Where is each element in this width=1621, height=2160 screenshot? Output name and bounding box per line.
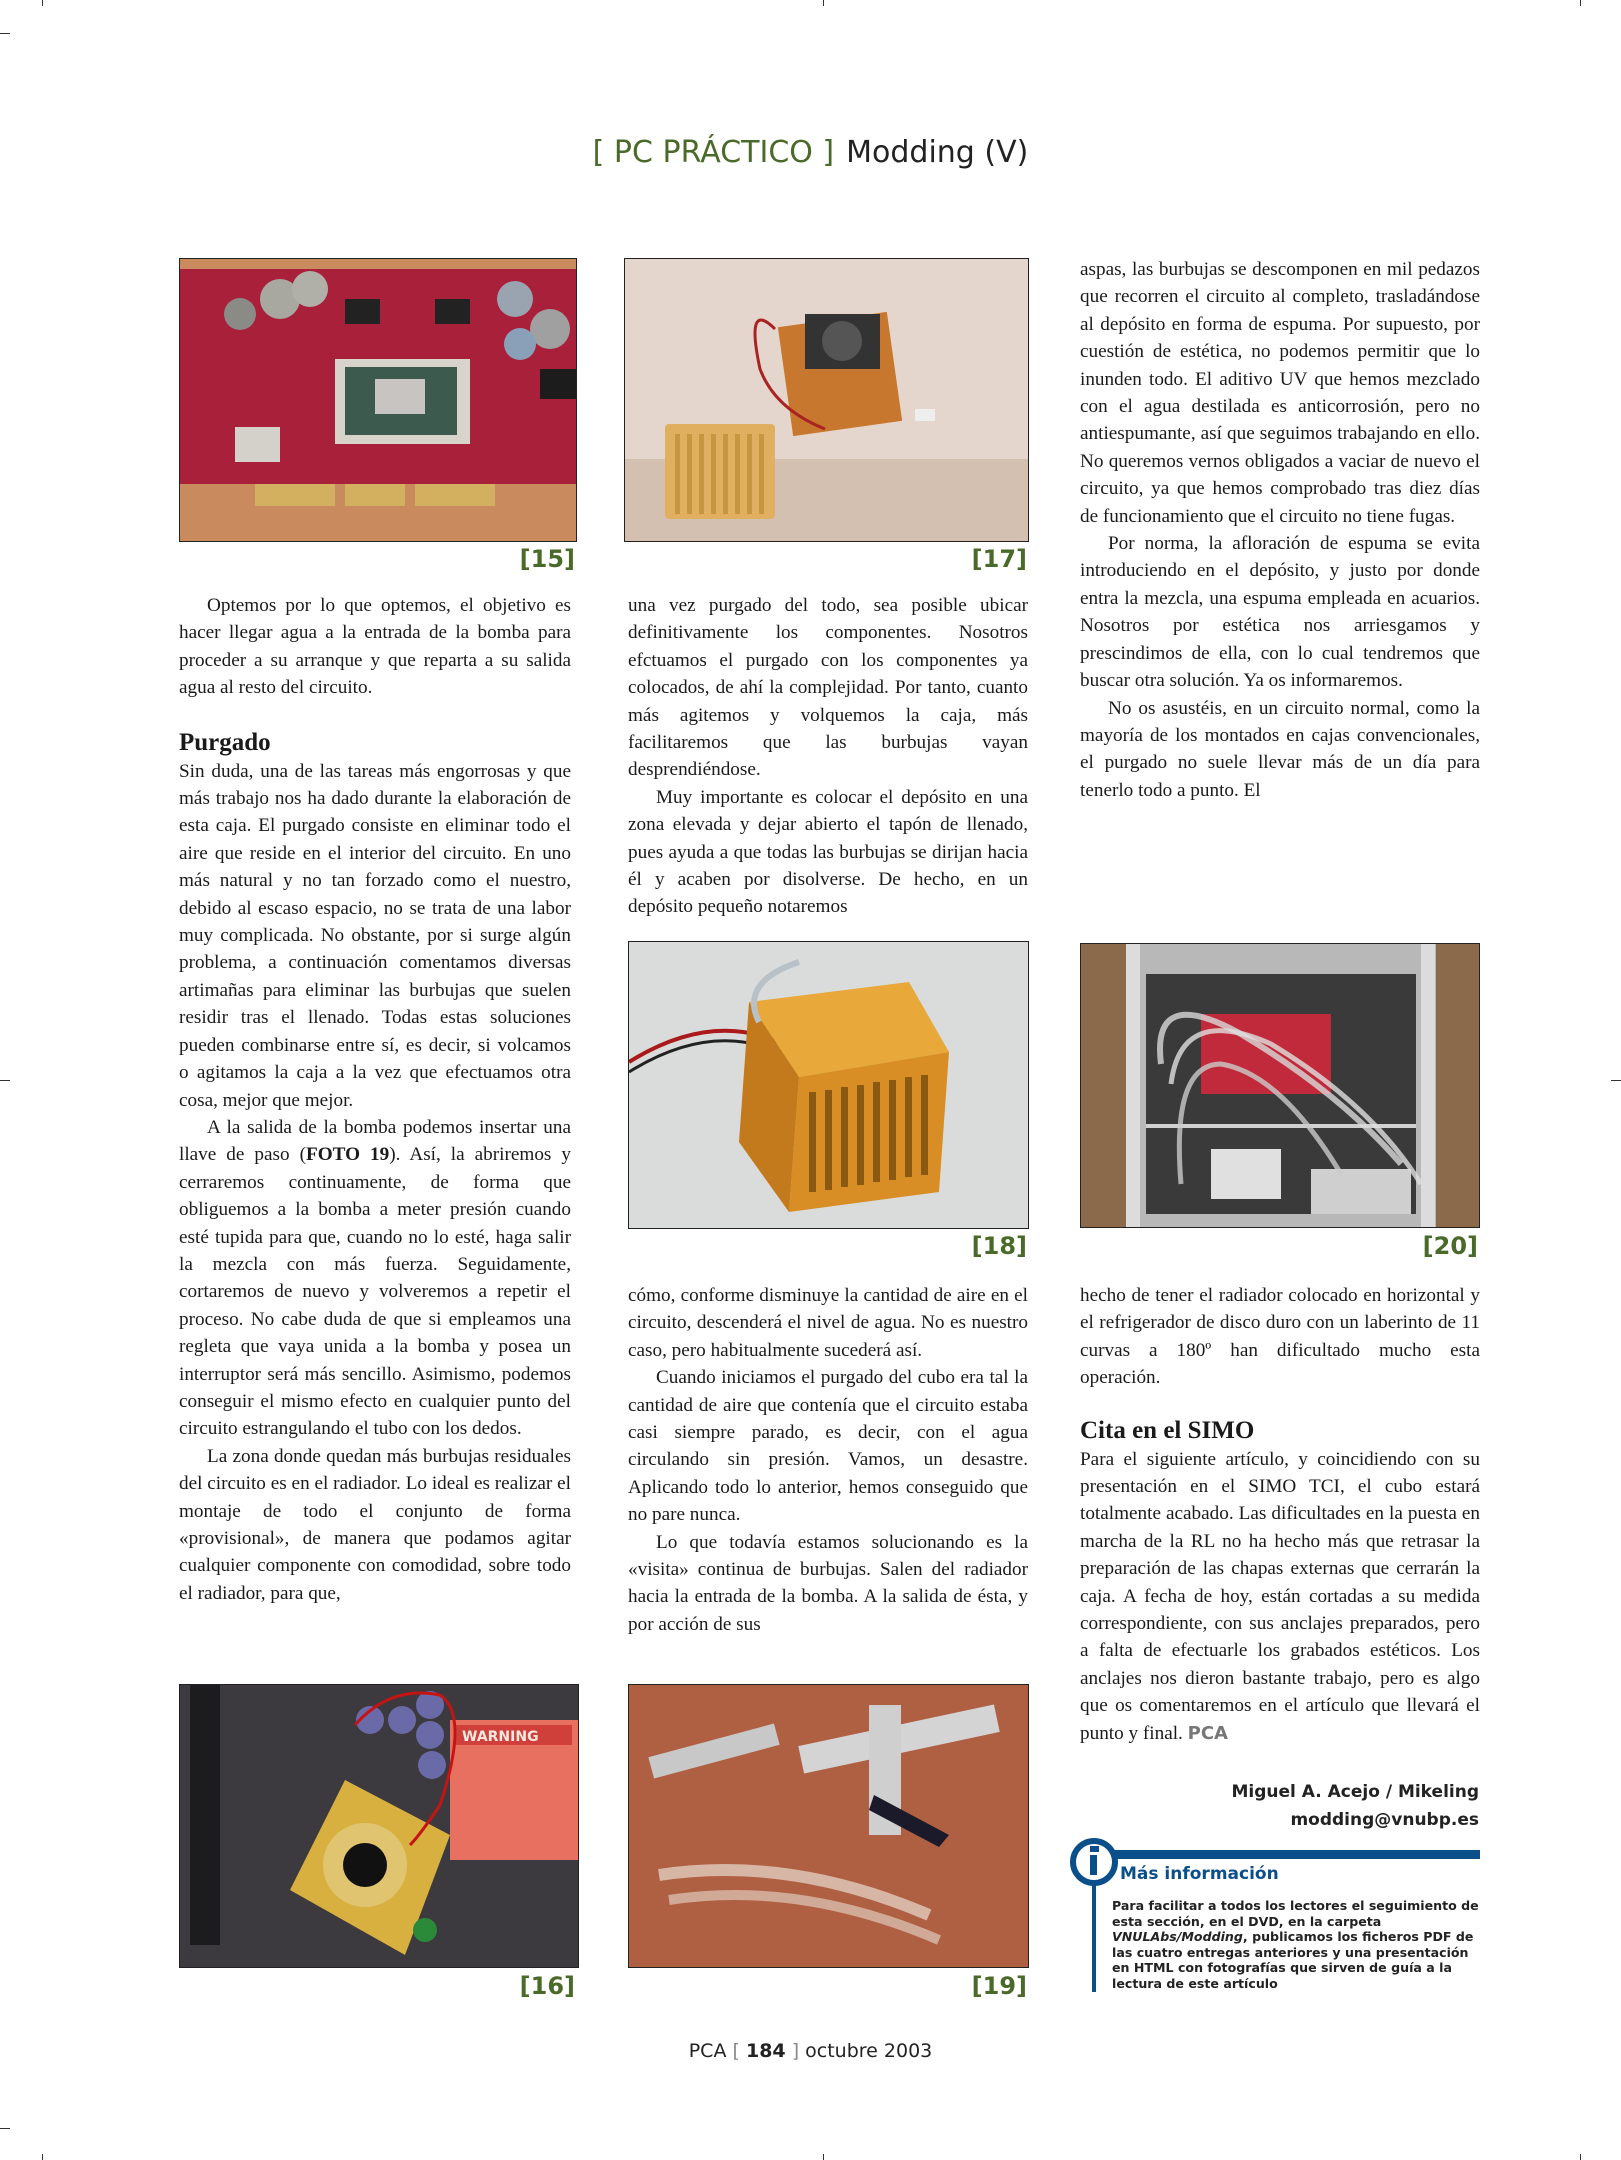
crop-mark (42, 2154, 43, 2160)
crop-mark (823, 0, 824, 6)
info-box-text: Para facilitar a todos los lectores el seguimiento de esta sección, en el DVD, en la carpeta VNULAbs/Modding, publicamos los ficheros PDF de las cuatro entregas anteriores y una presentación en HTML con fotografías que sirven de guía a la lectura de este artículo (1112, 1898, 1479, 1991)
column-2-top (628, 592, 1028, 921)
article-title: Modding (V) (846, 135, 1029, 170)
photo-reference: FOTO 19 (305, 1144, 390, 1166)
valve-and-tubing-photo-icon (629, 1685, 1028, 1967)
page-number: 184 (745, 2040, 786, 2062)
copper-heatsinks-photo-icon (625, 259, 1028, 541)
motherboard-chipset-cooler-photo-icon (180, 1685, 578, 1967)
photo-caption-20: [20] (1422, 1232, 1478, 1260)
crop-mark (42, 0, 43, 6)
info-icon-dot (1090, 1846, 1099, 1852)
paragraph: cómo, conforme disminuye la cantidad de aire en el circuito, descenderá el nivel de agua. No es nuestro caso, pero habitualmente sucederá así. (628, 1285, 1028, 1361)
photo-16 (179, 1684, 579, 1968)
crop-mark (1580, 2154, 1581, 2160)
info-icon-stem (1090, 1855, 1097, 1875)
graphics-card-photo-icon (180, 259, 576, 541)
info-box-side-line (1092, 1882, 1096, 1992)
end-mark: PCA (1187, 1722, 1228, 1744)
issue-date: octubre 2003 (805, 2040, 933, 2062)
paragraph: No os asustéis, en un circuito normal, como la mayoría de los montados en cajas convencionales, el purgado no suele llevar más de un día para tenerlo todo a punto. El (1080, 697, 1480, 801)
photo-caption-15: [15] (519, 545, 575, 573)
photo-17 (624, 258, 1029, 542)
gold-heatsink-block-photo-icon (629, 942, 1028, 1228)
photo-caption-19: [19] (971, 1972, 1027, 2000)
author-name: Miguel A. Acejo / Mikeling (1231, 1782, 1479, 1802)
crop-mark (0, 1080, 10, 1081)
section-label: [ PC PRÁCTICO ] (592, 135, 835, 170)
author-email[interactable]: modding@vnubp.es (1290, 1810, 1479, 1830)
paragraph: Cuando iniciamos el purgado del cubo era tal la cantidad de aire que contenía que el circuito estaba casi siempre parado, es decir, con el agua circulando sin presión. Vamos, un desastre. Aplicando todo lo anterior, hemos conseguido que no pare nunca. (628, 1367, 1028, 1526)
crop-mark (823, 2154, 824, 2160)
column-3-bottom (1080, 1282, 1480, 1747)
photo-20 (1080, 943, 1480, 1228)
paragraph: aspas, las burbujas se descomponen en mil pedazos que recorren el circuito al completo, trasladándose al depósito en forma de espuma. Por supuesto, por cuestión de estética, no podemos permitir que lo inunden todo. El aditivo UV que hemos mezclado con el agua destilada es anticorrosión, pero no antiespumante, así que seguimos trabajando en ello. No queremos vernos obligados a vaciar de nuevo el circuito, ya que hemos comprobado tras diez días de funcionamiento que el circuito no tiene fugas. (1080, 259, 1480, 527)
column-2-bottom (628, 1282, 1028, 1638)
crop-mark (0, 33, 10, 34)
photo-caption-18: [18] (971, 1232, 1027, 1260)
photo-15 (179, 258, 577, 542)
case-interior-tubing-photo-icon (1081, 944, 1479, 1227)
svg-text:WARNING: WARNING (462, 1729, 539, 1745)
magazine-name: PCA (688, 2040, 727, 2062)
paragraph: Muy importante es colocar el depósito en una zona elevada y dejar abierto el tapón de llenado, pues ayuda a que todas las burbujas se dirijan hacia él y acaben por disolverse. De hecho, en un depósito pequeño notaremos (628, 786, 1028, 918)
paragraph: Lo que todavía estamos solucionando es la «visita» continua de burbujas. Salen del radiador hacia la entrada de la bomba. A la salida de ésta, y por acción de sus (628, 1531, 1028, 1635)
page-header (0, 135, 1621, 170)
crop-mark (0, 2128, 10, 2129)
photo-caption-16: [16] (519, 1972, 575, 2000)
paragraph: La zona donde quedan más burbujas residuales del circuito es en el radiador. Lo ideal es realizar el montaje de todo el conjunto de forma «provisional», de manera que podamos agitar cualquier componente con comodidad, sobre todo el radiador, para que, (179, 1445, 571, 1604)
crop-mark (1611, 1080, 1621, 1081)
dvd-folder-path: VNULAbs/Modding (1112, 1929, 1243, 1945)
column-1 (179, 592, 571, 1607)
info-box-title: Más información (1120, 1864, 1279, 1884)
paragraph: hecho de tener el radiador colocado en horizontal y el refrigerador de disco duro con un laberinto de 11 curvas a 180º han dificultado mucho esta operación. (1080, 1285, 1480, 1389)
paragraph: Por norma, la afloración de espuma se evita introduciendo en el depósito, y justo por donde entra la mezcla, una espuma empleada en acuarios. Nosotros por estética nos arriesgamos y prescindimos de ella, con lo cual tendremos que buscar otra solución. Ya os informaremos. (1080, 533, 1480, 692)
section-heading-purgado: Purgado (179, 728, 271, 756)
info-box-top-bar (1110, 1850, 1480, 1859)
paragraph: una vez purgado del todo, sea posible ubicar definitivamente los componentes. Nosotros efctuamos el purgado con los componentes ya colocados, de ahí la complejidad. Por tanto, cuanto más agitemos y volquemos la caja, más facilitaremos que las burbujas vayan desprendiéndose. (628, 595, 1028, 781)
paragraph: Sin duda, una de las tareas más engorrosas y que más trabajo nos ha dado durante la elaboración de esta caja. El purgado consiste en eliminar todo el aire que reside en el interior del circuito. En uno más natural y no tan forzado como el nuestro, debido al escaso espacio, no se trata de una labor muy complicada. No obstante, por si surge algún problema, a continuación comentamos diversas artimañas para eliminar las burbujas que suelen residir tras el llenado. Todas estas soluciones pueden combinarse entre sí, es decir, si volcamos o agitamos la caja a la vez que efectuamos otra cosa, mejor que mejor. (179, 760, 571, 1111)
paragraph: A la salida de la bomba podemos insertar una llave de paso (FOTO 19). Así, la abriremos y cerraremos continuamente, de forma que obliguemos a la bomba a meter presión cuando esté tupida para que, cuando no lo esté, haga salir la mezcla con más fuerza. Seguidamente, cortaremos de nuevo y volveremos a repetir el proceso. No cabe duda de que si empleamos una regleta que vaya unida a la bomba y posea un interruptor será más sencillo. Asimismo, podemos conseguir el mismo efecto en cualquier punto del circuito estrangulando el tubo con los dedos. (179, 1116, 571, 1440)
intro-paragraph: Optemos por lo que optemos, el objetivo es hacer llegar agua a la entrada de la bomba para proceder a su arranque y que reparta a su salida agua al resto del circuito. (179, 595, 571, 699)
column-3-top (1080, 256, 1480, 804)
photo-19 (628, 1684, 1029, 1968)
photo-caption-17: [17] (971, 545, 1027, 573)
page-footer: PCA [ 184 ] octubre 2003 (688, 2040, 933, 2062)
photo-18 (628, 941, 1029, 1229)
paragraph: Para el siguiente artículo, y coincidiendo con su presentación en el SIMO TCI, el cubo estará totalmente acabado. Las dificultades en la puesta en marcha de la RL no ha hecho más que retrasar la preparación de las chapas externas que cerrarán la caja. A fecha de hoy, están cortadas a su medida correspondiente, con sus anclajes preparados, pero a falta de efectuarle los grabados estéticos. Los anclajes nos dieron bastante trabajo, pero es algo que os comentaremos en el artículo que llevará el punto y final. PCA (1080, 1448, 1480, 1744)
crop-mark (1580, 0, 1581, 6)
section-heading-cita-simo: Cita en el SIMO (1080, 1416, 1255, 1444)
more-info-box (1070, 1838, 1480, 1998)
